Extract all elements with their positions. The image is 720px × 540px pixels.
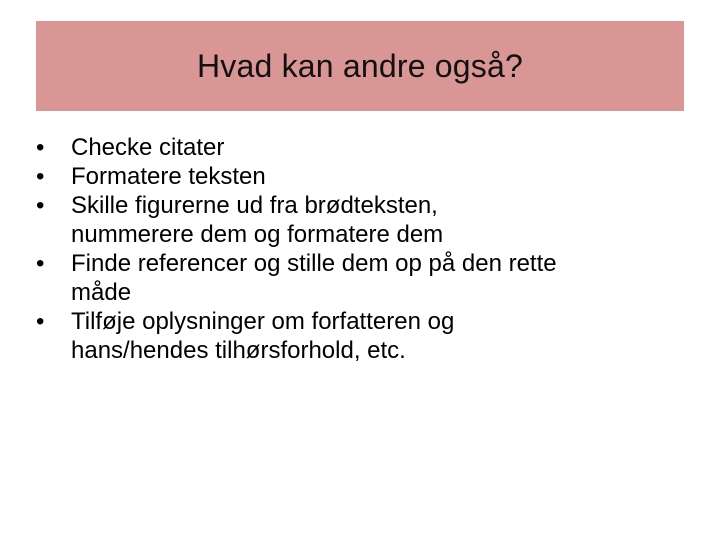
- slide-title: Hvad kan andre også?: [197, 48, 523, 84]
- bullet-icon: •: [36, 250, 45, 277]
- bullet-icon: •: [36, 163, 45, 190]
- list-item: [36, 162, 686, 191]
- bullet-icon: •: [36, 134, 45, 161]
- bullet-text: Tilføje oplysninger om forfatteren og hans/hendes tilhørsforhold, etc.: [71, 308, 455, 364]
- list-item: [36, 307, 686, 365]
- bullet-icon: •: [36, 192, 45, 219]
- bullet-icon: •: [36, 308, 45, 335]
- list-item: [36, 249, 686, 307]
- bullet-text: Formatere teksten: [71, 163, 266, 190]
- list-item: [36, 133, 686, 162]
- bullet-list: [36, 133, 686, 365]
- bullet-text: Checke citater: [71, 134, 225, 161]
- title-band: [36, 21, 684, 111]
- bullet-text: Finde referencer og stille dem op på den rette måde: [71, 250, 557, 306]
- bullet-text: Skille figurerne ud fra brødteksten, nummerere dem og formatere dem: [71, 192, 444, 248]
- list-item: [36, 191, 686, 249]
